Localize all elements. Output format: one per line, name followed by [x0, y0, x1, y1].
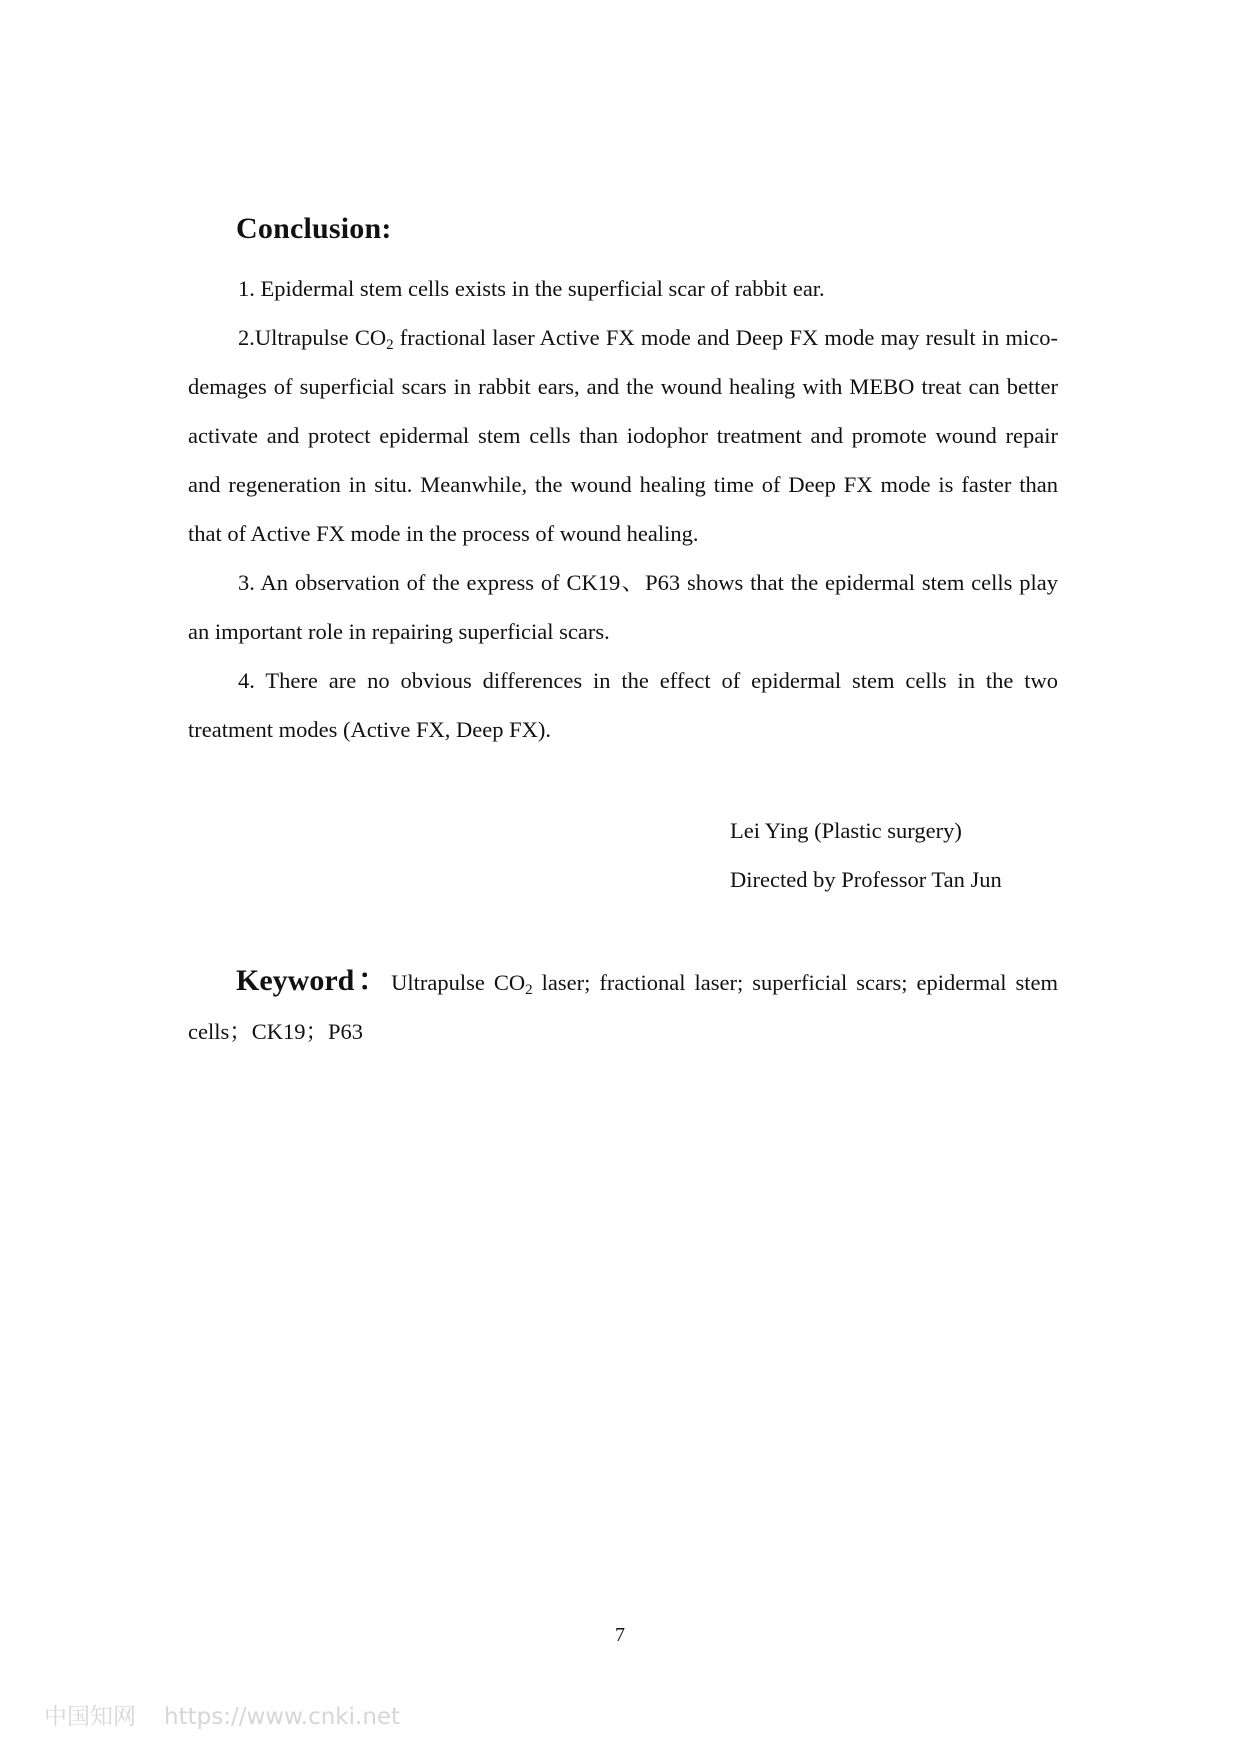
- watermark-url: https://www.cnki.net: [164, 1704, 401, 1730]
- signature-block: [730, 806, 1002, 904]
- keywords-rest: laser; fractional laser; superficial scars; epidermal stem cells；CK19；P63: [188, 970, 1058, 1044]
- director-line: Directed by Professor Tan Jun: [730, 867, 1002, 892]
- conclusion-list: [188, 264, 1058, 754]
- watermark: [44, 1698, 400, 1731]
- watermark-brand: 中国知网: [44, 1704, 136, 1730]
- keywords-start: Ultrapulse CO: [391, 970, 526, 995]
- conclusion-item-2-start: 2.Ultrapulse CO: [238, 325, 387, 350]
- section-heading: Conclusion:: [236, 212, 392, 245]
- subscript: 2: [525, 982, 533, 998]
- page-number: 7: [615, 1624, 625, 1646]
- subscript: 2: [386, 337, 394, 353]
- conclusion-item-2: [188, 313, 1058, 558]
- conclusion-item-1: 1. Epidermal stem cells exists in the superficial scar of rabbit ear.: [238, 276, 825, 301]
- keywords-label: Keyword：: [236, 964, 392, 997]
- keywords-block: [188, 956, 1058, 1056]
- conclusion-item-2-rest: fractional laser Active FX mode and Deep FX mode may result in mico-demages of superficial scars in rabbit ears, and the wound healing with MEBO treat can better activate and protect epidermal stem cells than iodophor treatment and promote wound repair and regeneration in situ. Meanwhile, the wound healing time of Deep FX mode is faster than that of Active FX mode in the process of wound healing.: [188, 325, 1058, 546]
- conclusion-item-3: 3. An observation of the express of CK19、P63 shows that the epidermal stem cells play an important role in repairing superficial scars.: [188, 570, 1058, 644]
- author-line: Lei Ying (Plastic surgery): [730, 818, 962, 843]
- conclusion-item-4: 4. There are no obvious differences in the effect of epidermal stem cells in the two treatment modes (Active FX, Deep FX).: [188, 668, 1058, 742]
